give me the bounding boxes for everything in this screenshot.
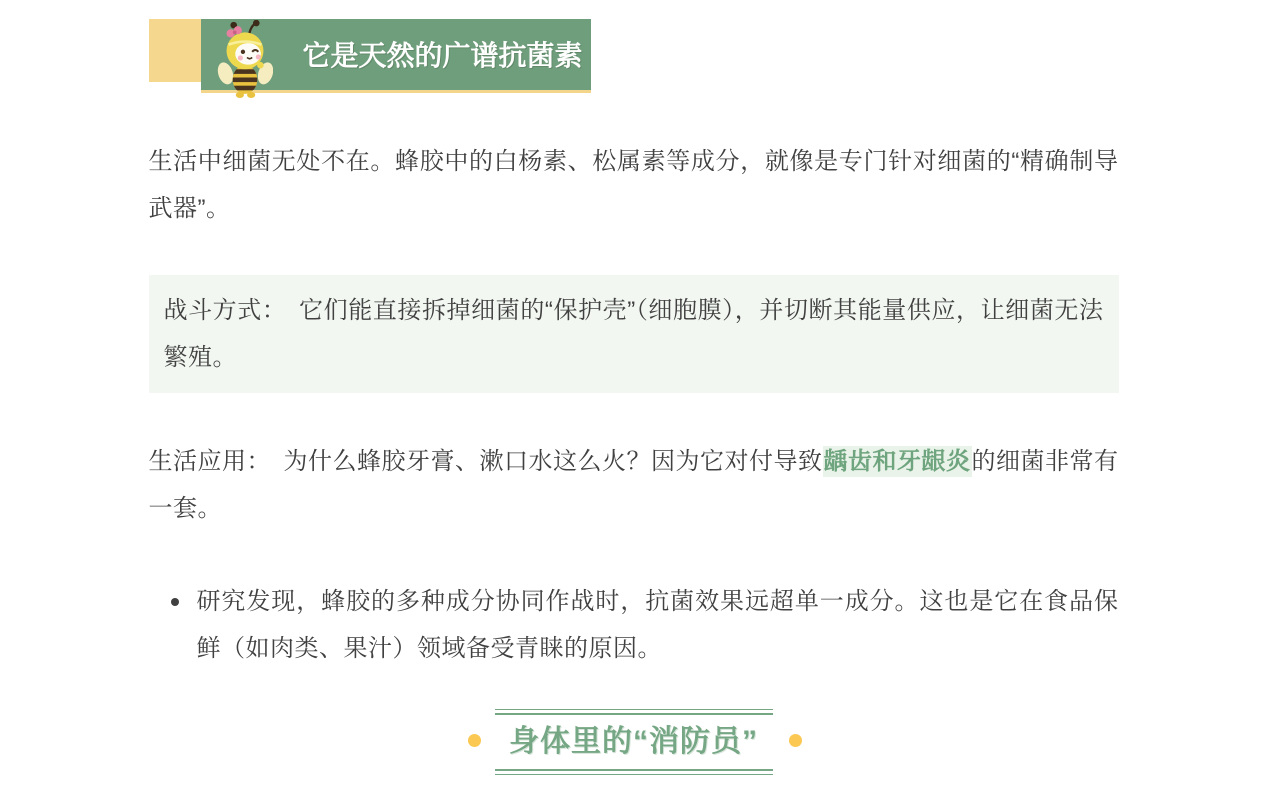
article-page xyxy=(149,0,1119,775)
battle-method-box xyxy=(149,275,1119,393)
application-text-before: 生活应用： 为什么蜂胶牙膏、漱口水这么火？因为它对付导致 xyxy=(148,448,823,475)
section-title: 身体里的“消防员” xyxy=(509,725,758,758)
bullet-list-item xyxy=(149,578,1119,672)
bee-mascot-icon xyxy=(217,20,273,98)
divider-line-bottom xyxy=(495,769,773,775)
banner-accent-block xyxy=(149,19,201,82)
application-text-after: 的细菌非常有一套。 xyxy=(148,448,1119,522)
right-dot-icon xyxy=(789,734,802,747)
highlight-keyword: 龋齿和牙龈炎 xyxy=(823,448,971,475)
section-banner xyxy=(149,0,1119,96)
banner-title: 它是天然的广谱抗菌素 xyxy=(302,40,583,71)
left-dot-icon xyxy=(468,734,481,747)
section-heading-block xyxy=(495,709,773,775)
bullet-icon xyxy=(171,598,179,606)
divider-line-top xyxy=(495,709,773,715)
application-paragraph xyxy=(149,438,1119,532)
banner xyxy=(201,19,591,93)
intro-paragraph: 生活中细菌无处不在。蜂胶中的白杨素、松属素等成分，就像是专门针对细菌的“精确制导武器”。 xyxy=(148,148,1119,222)
bullet-text: 研究发现，蜂胶的多种成分协同作战时，抗菌效果远超单一成分。这也是它在食品保鲜（如肉类、果汁）领域备受青睐的原因。 xyxy=(196,588,1119,662)
battle-method-text: 战斗方式： 它们能直接拆掉细菌的“保护壳”（细胞膜），并切断其能量供应，让细菌无法繁殖。 xyxy=(163,297,1104,371)
